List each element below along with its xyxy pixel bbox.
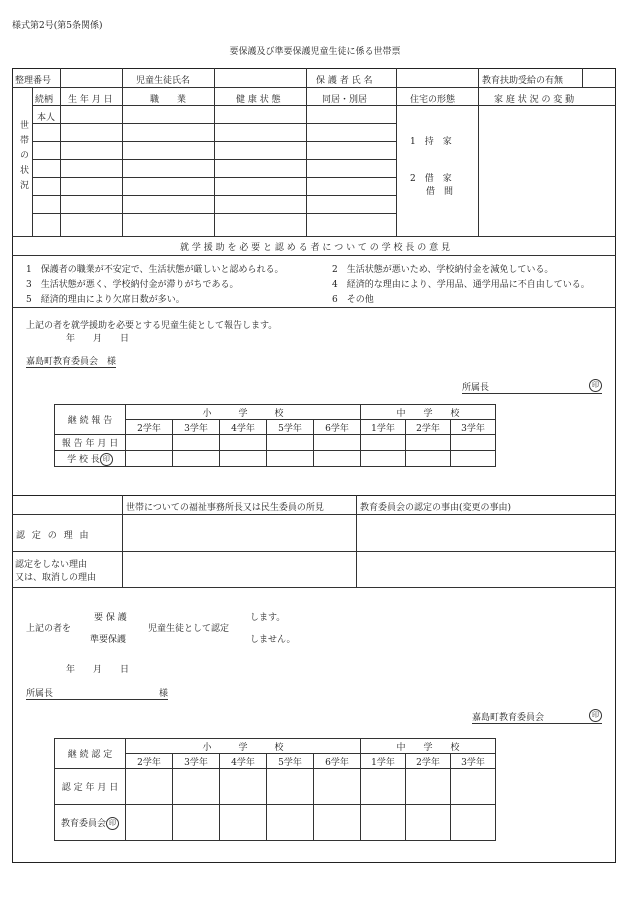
- stamp-icon: 印: [589, 379, 602, 392]
- decision-date: 年 月 日: [66, 665, 130, 675]
- report-grade: 3学年: [173, 420, 220, 435]
- decision-sama: 様: [158, 689, 168, 699]
- opinion-item-6: 6 その他: [332, 295, 374, 305]
- cert-grade: 3学年: [451, 754, 496, 769]
- cert-grade: 2学年: [406, 754, 451, 769]
- issuer-name: 嘉島町教育委員会: [472, 713, 545, 723]
- cert-grade: 1学年: [361, 754, 406, 769]
- col-relation: 続柄: [35, 95, 54, 105]
- housing-rent: 2 借 家: [410, 174, 452, 184]
- cert-elementary: 小 学 校: [126, 739, 361, 754]
- report-elementary: 小 学 校: [126, 405, 361, 420]
- reason-row: 認 定 の 理 由: [16, 531, 91, 541]
- report-table: [54, 404, 496, 467]
- decision-end1: します。: [250, 613, 286, 623]
- board-row-label: 教育委員会: [60, 818, 106, 829]
- seiri-bango-label: 整理番号: [15, 76, 52, 86]
- decision-middle: 児童生徒として認定: [148, 624, 230, 634]
- opinion-item-5: 5 経済的理由により欠席日数が多い。: [26, 295, 185, 305]
- opinion-item-1: 1 保護者の職業が不安定で、生活状態が厳しいと認められる。: [26, 265, 284, 275]
- report-grade: 5学年: [267, 420, 314, 435]
- board-row: [55, 805, 126, 841]
- report-label: 継 続 報 告: [55, 405, 126, 435]
- form-number: 様式第2号(第5条関係): [12, 21, 103, 31]
- decision-addressee-line: [26, 686, 168, 700]
- report-grade: 1学年: [361, 420, 406, 435]
- household-side-label: 世帯の状況: [18, 120, 28, 195]
- principal-row-label: 学 校 長: [67, 454, 100, 465]
- cert-grade: 6学年: [314, 754, 361, 769]
- relation-self: 本人: [37, 113, 56, 123]
- report-grade: 2学年: [126, 420, 173, 435]
- col-housing: 住宅の形態: [410, 95, 456, 105]
- noreason-row-1: 認定をしない理由: [15, 560, 88, 570]
- noreason-row-2: 又は、取消しの理由: [15, 573, 97, 583]
- col-family-change: 家 庭 状 況 の 変 動: [494, 95, 575, 105]
- cert-grade: 3学年: [173, 754, 220, 769]
- housing-room: 借 間: [426, 187, 454, 197]
- issuer-line: [472, 710, 602, 724]
- welfare-col: 世帯についての福祉事務所長又は民生委員の所見: [126, 503, 324, 513]
- report-date-row: 報 告 年 月 日: [55, 435, 126, 451]
- decision-addressee: 所属長: [26, 689, 54, 699]
- cert-junior: 中 学 校: [361, 739, 496, 754]
- stamp-icon: 印: [100, 453, 113, 466]
- fujo-label: 教育扶助受給の有無: [482, 76, 564, 86]
- report-date: 年 月 日: [66, 334, 130, 344]
- housing-own: 1 持 家: [410, 137, 452, 147]
- col-cohabit: 同居・別居: [322, 95, 368, 105]
- principal-row: [55, 451, 126, 467]
- cert-grade: 2学年: [126, 754, 173, 769]
- stamp-icon: 印: [106, 817, 119, 830]
- cert-date-row: 認 定 年 月 日: [55, 769, 126, 805]
- cert-table: [54, 738, 496, 841]
- opinion-item-3: 3 生活状態が悪く、学校納付金が滞りがちである。: [26, 280, 239, 290]
- report-grade: 2学年: [406, 420, 451, 435]
- report-grade: 3学年: [451, 420, 496, 435]
- decision-prefix: 上記の者を: [26, 624, 72, 634]
- principal-label: 所属長: [462, 383, 490, 393]
- page-title: 要保護及び準要保護児童生徒に係る世帯票: [229, 47, 401, 57]
- report-statement: 上記の者を就学援助を必要とする児童生徒として報告します。: [26, 321, 278, 331]
- cert-label: 継 続 認 定: [55, 739, 126, 769]
- opinion-heading: 就 学 援 助 を 必 要 と 認 め る 者 に つ い て の 学 校 長 の 意 見: [180, 243, 450, 253]
- col-health: 健 康 状 態: [236, 95, 281, 105]
- decision-opt1: 要 保 護: [94, 613, 127, 623]
- principal-line: [462, 380, 602, 394]
- decision-opt2: 準要保護: [90, 635, 127, 645]
- cert-grade: 5学年: [267, 754, 314, 769]
- opinion-item-2: 2 生活状態が悪いため、学校納付金を減免している。: [332, 265, 554, 275]
- cert-grade: 4学年: [220, 754, 267, 769]
- report-grade: 6学年: [314, 420, 361, 435]
- stamp-icon: 印: [589, 709, 602, 722]
- col-occupation: 職 業: [150, 95, 187, 105]
- report-junior: 中 学 校: [361, 405, 496, 420]
- report-grade: 4学年: [220, 420, 267, 435]
- decision-end2: しません。: [250, 635, 296, 645]
- hogosha-name-label: 保 護 者 氏 名: [316, 76, 373, 86]
- board-col: 教育委員会の認定の事由(変更の事由): [360, 503, 512, 513]
- report-addressee: 嘉島町教育委員会 様: [26, 354, 116, 368]
- col-birthdate: 生 年 月 日: [68, 95, 113, 105]
- opinion-item-4: 4 経済的な理由により、学用品、通学用品に不自由している。: [332, 280, 590, 290]
- jido-name-label: 児童生徒氏名: [136, 76, 191, 86]
